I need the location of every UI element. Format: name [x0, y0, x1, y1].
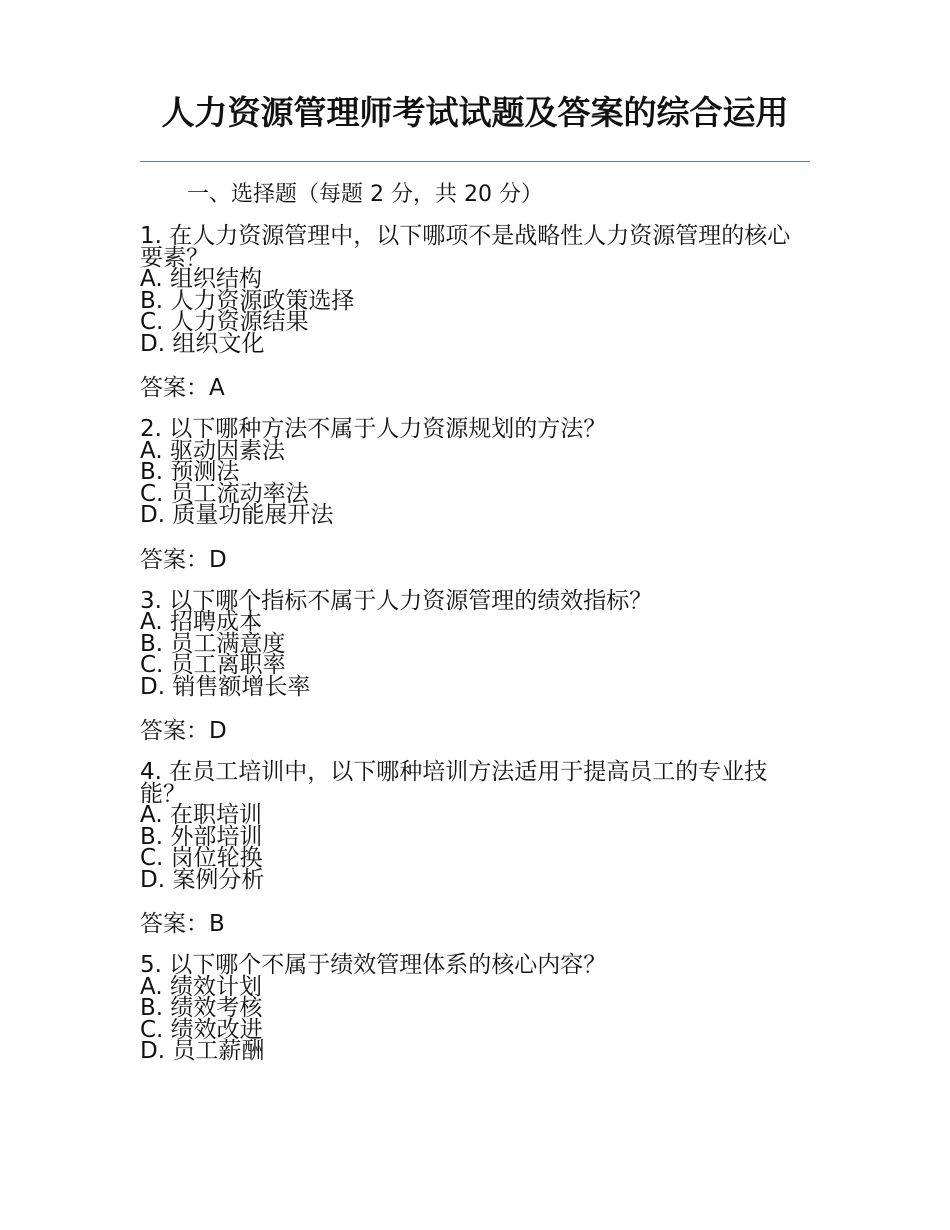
option-a: A. 绩效计划: [140, 973, 262, 1000]
option-a: A. 招聘成本: [140, 609, 262, 635]
document-title: 人力资源管理师考试试题及答案的综合运用: [161, 93, 789, 132]
question-3: [140, 587, 800, 747]
option-list: [140, 609, 800, 700]
option-list: [140, 973, 800, 1064]
option-c: C. 员工流动率法: [140, 480, 309, 507]
question-stem: 1. 在人力资源管理中，以下哪项不是战略性人力资源管理的核心要素？: [140, 223, 791, 271]
option-c: C. 绩效改进: [140, 1016, 263, 1043]
answer-text: 答案：A: [140, 375, 225, 401]
option-a: A. 组织结构: [140, 266, 262, 292]
option-list: [140, 266, 800, 357]
question-stem: 4. 在员工培训中，以下哪种培训方法适用于提高员工的专业技能？: [140, 759, 768, 807]
option-a: A. 驱动因素法: [140, 437, 285, 464]
option-list: [140, 437, 800, 528]
section-heading: 一、选择题（每题 2 分，共 20 分）: [187, 182, 543, 207]
question-1: [140, 223, 800, 403]
answer-text: 答案：D: [140, 546, 227, 573]
question-5: [140, 952, 800, 1064]
option-d: D. 质量功能展开法: [140, 502, 334, 528]
answer-text: 答案：D: [140, 718, 227, 744]
question-stem: 3. 以下哪个指标不属于人力资源管理的绩效指标？: [140, 587, 653, 614]
question-2: [140, 416, 800, 575]
question-4: [140, 759, 800, 939]
option-d: D. 销售额增长率: [140, 673, 311, 700]
option-d: D. 组织文化: [140, 330, 265, 357]
option-c: C. 人力资源结果: [140, 309, 309, 335]
option-b: B. 外部培训: [140, 823, 263, 850]
option-b: B. 人力资源政策选择: [140, 287, 355, 314]
title-underline: [140, 161, 810, 162]
option-b: B. 预测法: [140, 459, 240, 485]
option-c: C. 岗位轮换: [140, 845, 263, 871]
option-list: [140, 802, 800, 893]
question-stem: 5. 以下哪个不属于绩效管理体系的核心内容？: [140, 952, 607, 978]
option-b: B. 绩效考核: [140, 995, 263, 1021]
option-d: D. 员工薪酬: [140, 1038, 265, 1064]
option-d: D. 案例分析: [140, 866, 265, 893]
option-a: A. 在职培训: [140, 802, 262, 828]
question-list: [140, 223, 800, 1064]
option-c: C. 员工离职率: [140, 652, 286, 678]
question-stem: 2. 以下哪种方法不属于人力资源规划的方法？: [140, 416, 607, 442]
option-b: B. 员工满意度: [140, 630, 286, 657]
answer-text: 答案：B: [140, 911, 225, 937]
